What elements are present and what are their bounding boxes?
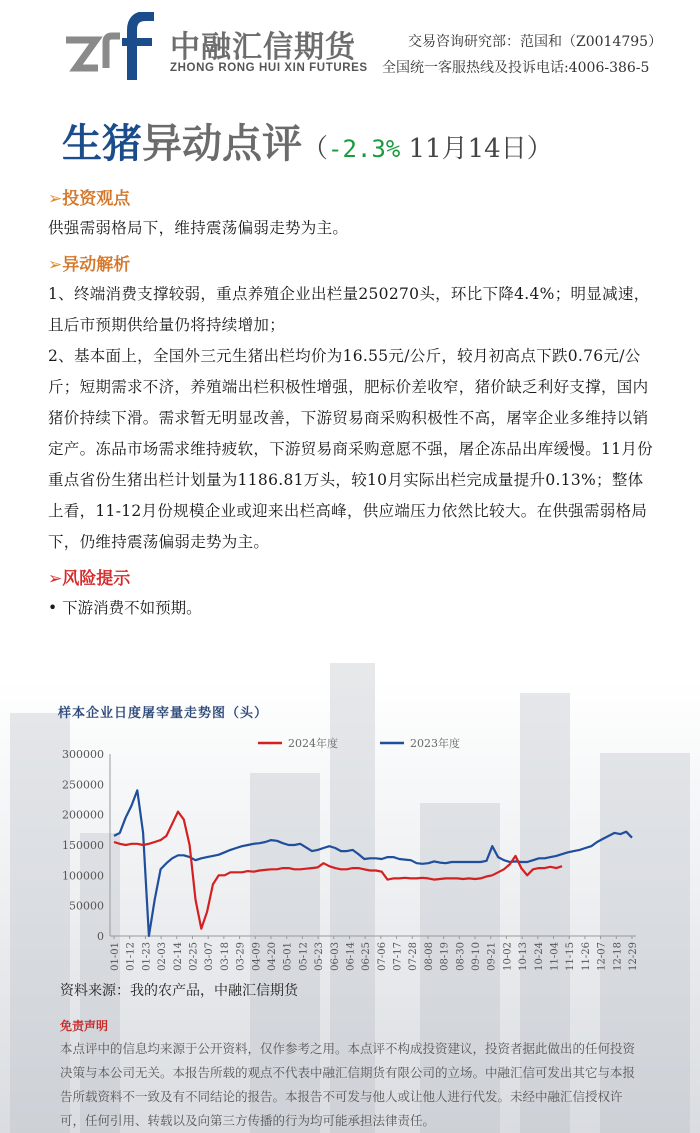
x-tick-label: 03-18 <box>219 942 231 971</box>
y-tick-label: 300000 <box>62 748 104 761</box>
x-tick-label: 05-23 <box>314 942 326 971</box>
report-body <box>48 178 656 624</box>
logo-text-en: ZHONG RONG HUI XIN FUTURES <box>170 62 368 74</box>
disclaimer-text: 本点评中的信息均来源于公开资料，仅作参考之用。本点评不构成投资建议，投资者据此做出的任何投资决策与本公司无关。本报告所载的观点不代表中融汇信期货有限公司的立场。中融汇信可发出其它与本报告所载资料不一致及有不同结论的报告。本报告不可发与他人或让他人进行代发。未经中融汇信授权许可，任何引用、转载以及向第三方传播的行为均可能承担法律责任。 <box>60 1041 636 1128</box>
title-change: -2.3% <box>328 135 401 163</box>
x-tick-label: 01-23 <box>141 942 153 971</box>
x-tick-label: 03-07 <box>204 942 216 971</box>
title-date: 11月14日） <box>400 134 553 164</box>
x-tick-label: 01-12 <box>125 942 137 971</box>
series-line-2024 <box>114 812 562 929</box>
x-tick-label: 08-08 <box>423 942 435 971</box>
y-tick-label: 100000 <box>62 869 104 883</box>
data-source: 资料来源：我的农产品，中融汇信期货 <box>60 983 298 999</box>
title-topic: 异动点评 <box>142 121 302 167</box>
y-tick-label: 0 <box>97 930 104 943</box>
x-tick-label: 06-03 <box>329 942 341 971</box>
analysis-paragraph-1: 1、终端消费支撑较弱，重点养殖企业出栏量250270头，环比下降4.4%；明显减速，且后市预期供给量仍将持续增加； <box>48 285 650 334</box>
x-tick-label: 02-14 <box>172 942 184 971</box>
title-product: 生猪 <box>62 121 142 167</box>
y-tick-label: 250000 <box>62 778 104 792</box>
x-tick-label: 06-14 <box>345 942 357 971</box>
x-tick-label: 09-21 <box>486 942 498 971</box>
x-tick-label: 10-24 <box>533 942 545 971</box>
x-tick-label: 03-29 <box>235 942 247 971</box>
arrow-icon: ➢ <box>48 189 63 209</box>
risk-bullet: • 下游消费不如预期。 <box>48 599 202 617</box>
x-tick-label: 06-25 <box>361 942 373 971</box>
y-tick-label: 200000 <box>62 808 104 822</box>
x-tick-label: 05-01 <box>282 942 294 971</box>
x-tick-label: 08-19 <box>439 942 451 971</box>
x-tick-label: 12-29 <box>628 942 639 971</box>
x-tick-label: 02-25 <box>188 942 200 971</box>
x-tick-label: 12-18 <box>612 942 624 971</box>
section-heading-analysis: ➢异动解析 <box>48 255 131 275</box>
view-text: 供强需弱格局下，维持震荡偏弱走势为主。 <box>48 219 349 237</box>
x-tick-label: 10-02 <box>502 942 514 971</box>
x-tick-label: 02-03 <box>157 942 169 971</box>
analyst-contact: 交易咨询研究部：范国和（Z0014795） <box>408 34 663 50</box>
header <box>0 0 700 95</box>
x-tick-label: 10-13 <box>518 942 530 971</box>
arrow-icon: ➢ <box>48 255 63 275</box>
legend-label: 2024年度 <box>288 737 338 750</box>
analysis-paragraph-2: 2、基本面上，全国外三元生猪出栏均价为16.55元/公斤，较月初高点下跌0.76元/公斤；短期需求不济，养殖端出栏积极性增强，肥标价差收窄，猪价缺乏利好支撑，国内猪价持续下滑。需求暂无明显改善，下游贸易商采购积极性不高，屠宰企业多维持以销定产。冻品市场需求维持疲软，下游贸易商采购意愿不强，屠企冻品出库缓慢。11月份重点省份生猪出栏计划量为1186.81万头，较10月实际出栏完成量提升0.13%；整体上看，11-12月份规模企业或迎来出栏高峰，供应端压力依然比较大。在供强需弱格局下，仍维持震荡偏弱走势为主。 <box>48 347 653 551</box>
x-tick-label: 04-20 <box>266 942 278 971</box>
x-tick-label: 07-06 <box>376 942 388 971</box>
x-tick-label: 09-10 <box>471 942 483 971</box>
disclaimer-title: 免责声明 <box>60 1019 109 1033</box>
x-tick-label: 11-26 <box>580 942 592 971</box>
legend-label: 2023年度 <box>410 737 460 750</box>
section-heading-risk: ➢风险提示 <box>48 569 131 589</box>
title-paren: （ <box>302 134 329 164</box>
x-tick-label: 08-30 <box>455 942 467 971</box>
section-heading-view: ➢投资观点 <box>48 189 131 209</box>
y-tick-label: 150000 <box>62 839 104 852</box>
company-logo-icon <box>62 12 157 82</box>
chart-canvas <box>58 728 648 973</box>
x-tick-label: 11-04 <box>549 942 561 971</box>
x-tick-label: 07-28 <box>408 942 420 971</box>
page-title <box>62 112 553 169</box>
x-tick-label: 07-17 <box>392 942 404 971</box>
logo-text-cn: 中融汇信期货 <box>170 30 356 65</box>
chart-title: 样本企业日度屠宰量走势图（头） <box>58 706 269 721</box>
slaughter-volume-chart <box>58 700 648 975</box>
x-tick-label: 11-15 <box>565 942 577 971</box>
arrow-icon: ➢ <box>48 569 63 589</box>
y-tick-label: 50000 <box>69 899 104 913</box>
x-tick-label: 04-09 <box>251 942 263 971</box>
x-tick-label: 01-01 <box>110 942 121 971</box>
x-tick-label: 12-07 <box>596 942 608 971</box>
hotline-contact: 全国统一客服热线及投诉电话:4006-386-5 <box>382 60 650 76</box>
x-tick-label: 05-12 <box>298 942 310 971</box>
